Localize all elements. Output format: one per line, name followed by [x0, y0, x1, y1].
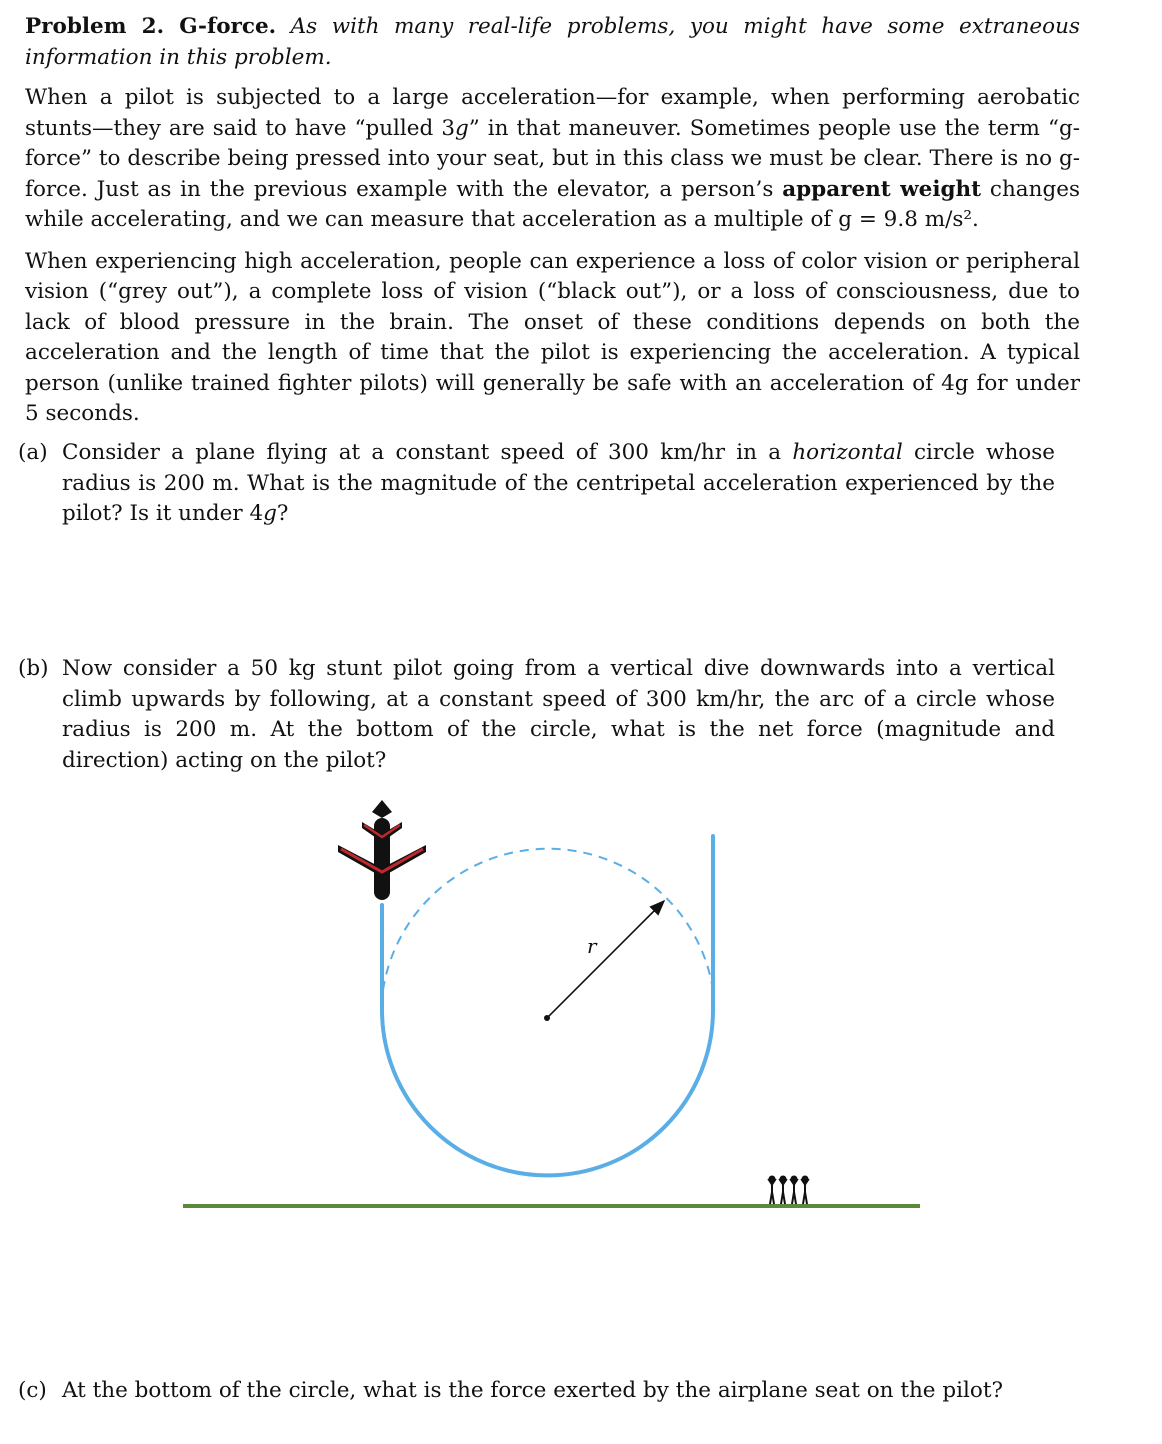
- flight-path: [382, 836, 713, 1175]
- dashed-upper-arc: [383, 849, 713, 990]
- gravity-formula: g = 9.8 m/s²: [838, 207, 972, 232]
- problem-subtitle: As with many real-life problems, you might have some extraneous information in this problem.: [25, 14, 1080, 70]
- part-b-text: Now consider a 50 kg stunt pilot going from a vertical dive downwards into a vertical climb upwards by following, at a constant speed of 300 km/hr, the arc of a circle whose radius is 200 m. At the bottom of the circle, what is the net force (magnitude and direction) acting on the pilot?: [62, 656, 1055, 773]
- part-c-text: At the bottom of the circle, what is the force exerted by the airplane seat on the pilot?: [62, 1378, 1003, 1403]
- part-b-label: (b): [18, 656, 49, 681]
- radius-arrow: [547, 901, 664, 1018]
- part-a-text-end: ?: [276, 501, 289, 526]
- spectators-icon: [768, 1176, 809, 1204]
- grey-out-paragraph: When experiencing high acceleration, people can experience a loss of color vision or peripheral vision (“grey out”), a complete loss of vision (“black out”), or a loss of consciousness, due to lack of blood pressure in the brain. The onset of these conditions depends on both the acceleration and the length of time that the pilot is experiencing the acceleration. A typical person (unlike trained fighter pilots) will generally be safe with an acceleration of 4g for under 5 seconds.: [25, 248, 1080, 426]
- part-a-text-2: circle whose radius is 200 m. What is the magnitude of the centripetal acceleration experienced by the pilot? Is it under 4: [62, 440, 1055, 526]
- intro-text-2: ” in that maneuver. Sometimes people use the term “g-force” to describe being pressed into your seat, but in this class we must be clear. There is no g-force. Just as in the previous example with the elevator, a person’s: [25, 115, 1080, 202]
- problem-title: Problem 2. G-force.: [25, 14, 277, 39]
- intro-text-1: When a pilot is subjected to a large acceleration—for example, when performing aerobatic stunts—they are said to have “pulled 3: [25, 85, 1080, 141]
- part-c-label: (c): [18, 1378, 47, 1403]
- center-dot: [544, 1015, 550, 1021]
- part-a-g-symbol: g: [263, 501, 277, 526]
- intro-text-end: .: [972, 207, 979, 232]
- intro-text-3: changes while accelerating, and we can measure that acceleration as a multiple of: [25, 176, 1080, 232]
- intro-g-symbol: g: [455, 115, 469, 141]
- airplane-icon: [338, 800, 426, 900]
- horizontal-emphasis: horizontal: [792, 440, 903, 465]
- apparent-weight-term: apparent weight: [782, 176, 982, 202]
- part-c: [18, 1376, 1055, 1407]
- part-a-text-1: Consider a plane flying at a constant speed of 300 km/hr in a: [62, 440, 793, 465]
- radius-label: r: [587, 934, 597, 958]
- part-a-label: (a): [18, 440, 48, 465]
